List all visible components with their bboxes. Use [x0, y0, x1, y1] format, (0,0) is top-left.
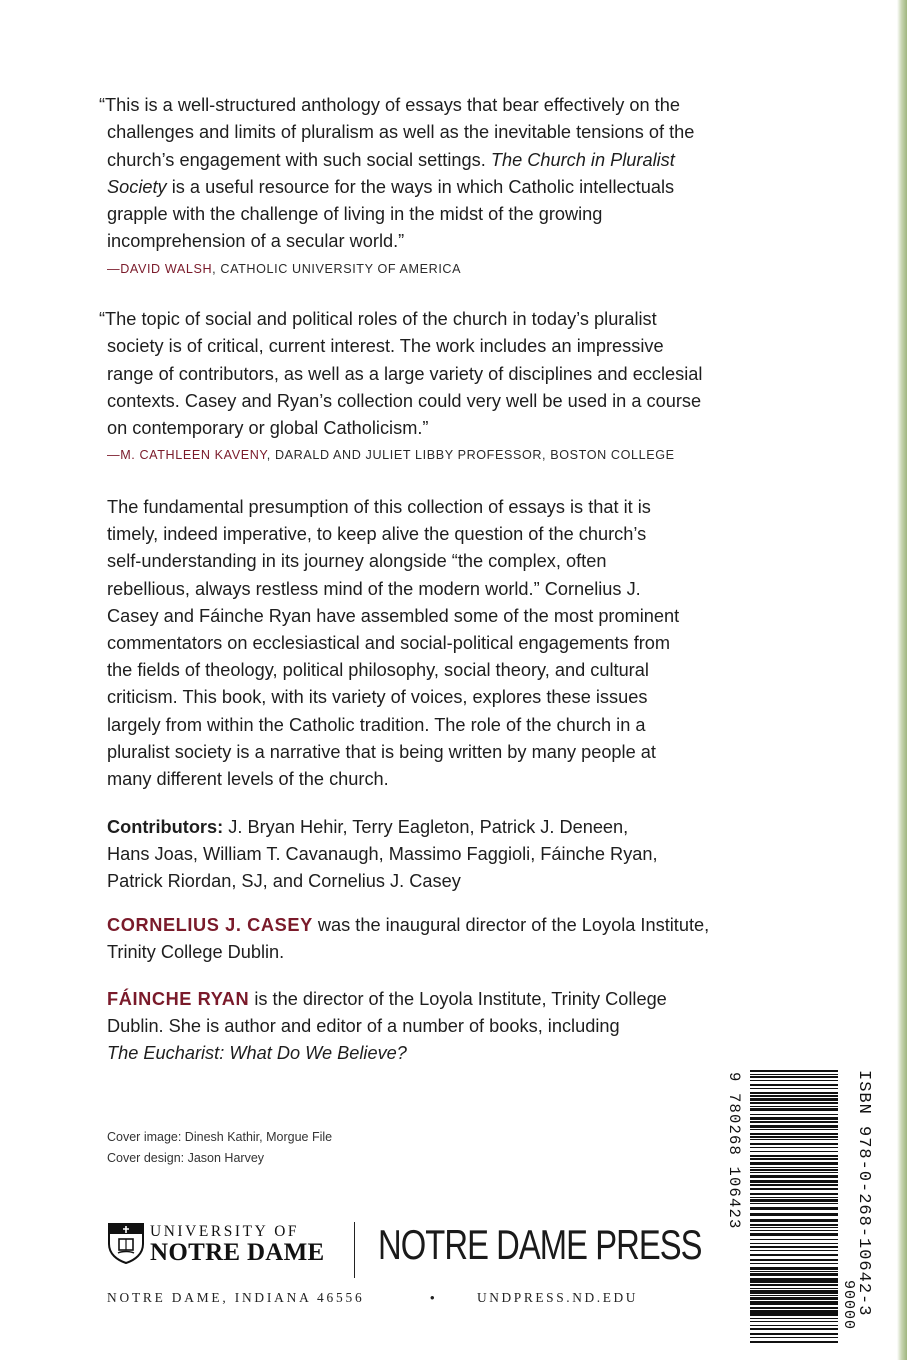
barcode-bar	[750, 1291, 838, 1292]
barcode-bar	[750, 1162, 838, 1165]
quote-line: challenges and limits of pluralism as well as the inevitable tensions of the	[107, 122, 695, 143]
barcode-bar	[750, 1147, 838, 1148]
barcode-bar	[750, 1246, 838, 1248]
description-line: rebellious, always restless mind of the modern world.” Cornelius J.	[107, 578, 641, 599]
contributors-line: Patrick Riordan, SJ, and Cornelius J. Casey	[107, 871, 461, 892]
press-wordmark: NOTRE DAME PRESS	[378, 1221, 702, 1268]
quote-line: “The topic of social and political roles of the church in today’s pluralist	[99, 309, 657, 329]
barcode-bar	[750, 1295, 838, 1296]
barcode-bar	[750, 1108, 838, 1111]
barcode-bar	[750, 1278, 838, 1279]
barcode-bar	[750, 1175, 838, 1178]
barcode-bar	[750, 1092, 838, 1094]
barcode-bar	[750, 1076, 838, 1078]
barcode-bar	[750, 1284, 838, 1285]
barcode-bar	[750, 1310, 838, 1311]
barcode-bar	[750, 1308, 838, 1309]
barcode-bar	[750, 1207, 838, 1210]
quote-attribution: —M. CATHLEEN KAVENY, DARALD AND JULIET LIBBY PROFESSOR, BOSTON COLLEGE	[107, 448, 675, 463]
barcode-bar	[750, 1299, 838, 1300]
ean-digits: 9 780268 106423	[725, 1072, 743, 1230]
barcode-bar	[750, 1233, 838, 1236]
barcode-bar	[750, 1199, 838, 1202]
description-line: the fields of theology, political philosophy, social theory, and cultural	[107, 660, 649, 681]
barcode-bar	[750, 1311, 838, 1312]
separator-bullet: •	[430, 1290, 435, 1305]
barcode-bar	[750, 1172, 838, 1173]
barcode-bar	[750, 1303, 838, 1305]
barcode-bar	[750, 1239, 838, 1240]
cover-credits	[107, 1127, 807, 1169]
quote-line: society is of critical, current interest. The work includes an impressive	[107, 336, 664, 357]
quote-line: “This is a well-structured anthology of essays that bear effectively on the	[99, 95, 680, 115]
barcode-bar	[750, 1219, 838, 1222]
barcode-bar	[750, 1285, 838, 1286]
barcode-bar	[750, 1213, 838, 1216]
quote-line: on contemporary or global Catholicism.”	[107, 418, 429, 439]
barcode-bar	[750, 1263, 838, 1264]
barcode-bar	[750, 1337, 838, 1338]
barcode-bar	[750, 1125, 838, 1128]
quote-line: range of contributors, as well as a large variety of disciplines and ecclesial	[107, 363, 703, 384]
barcode-bar	[750, 1288, 838, 1289]
barcode-bar	[750, 1193, 838, 1195]
barcode-bar	[750, 1301, 838, 1303]
barcode-bar	[750, 1315, 838, 1316]
barcode-bar	[750, 1203, 838, 1204]
barcode-bar	[750, 1169, 838, 1171]
barcode-bar	[750, 1143, 838, 1145]
barcode-bar	[750, 1325, 838, 1326]
quote-walsh	[99, 92, 807, 276]
quote-line: incomprehension of a secular world.”	[107, 231, 405, 252]
barcode-bar	[750, 1074, 838, 1075]
barcode-bar	[750, 1095, 838, 1097]
barcode-bar	[750, 1267, 838, 1270]
barcode-bar	[750, 1129, 838, 1130]
isbn-barcode	[725, 1066, 873, 1350]
barcode-bar	[750, 1158, 838, 1160]
quote-line: contexts. Casey and Ryan’s collection could very well be used in a course	[107, 390, 702, 411]
publisher-url: UNDPRESS.ND.EDU	[477, 1290, 639, 1305]
description-line: many different levels of the church.	[107, 769, 389, 790]
logo-divider	[354, 1222, 355, 1278]
bio-line: The Eucharist: What Do We Believe?	[107, 1043, 407, 1064]
quote-line: grapple with the challenge of living in the midst of the growing	[107, 204, 603, 225]
barcode-bar	[750, 1088, 838, 1089]
contributors: Contributors: J. Bryan Hehir, Terry Eagleton, Patrick J. Deneen, Hans Joas, William T. Cavanaugh, Massimo Faggioli, Fáinche Ryan, Patrick Riordan, SJ, and Cornelius J. Casey	[107, 814, 807, 896]
barcode-bar	[750, 1117, 838, 1120]
barcode-bars	[750, 1070, 838, 1343]
barcode-bar	[750, 1230, 838, 1231]
barcode-bar	[750, 1312, 838, 1315]
publisher-address: NOTRE DAME, INDIANA 46556	[107, 1290, 365, 1305]
bio-name: CORNELIUS J. CASEY	[107, 915, 313, 935]
barcode-bar	[750, 1084, 838, 1086]
addon-digits: 90000	[840, 1280, 857, 1331]
description-line: timely, indeed imperative, to keep alive the question of the church’s	[107, 524, 647, 545]
barcode-bar	[750, 1333, 838, 1335]
description-line: commentators on ecclesiastical and social-political engagements from	[107, 633, 671, 654]
description-line: criticism. This book, with its variety of voices, explores these issues	[107, 687, 648, 708]
quote-kaveny	[99, 306, 807, 463]
cover-design-credit: Cover design: Jason Harvey	[107, 1151, 265, 1165]
description-line: self-understanding in its journey alongside “the complex, often	[107, 551, 607, 572]
barcode-bar	[750, 1080, 838, 1081]
barcode-bar	[750, 1321, 838, 1322]
description-line: Casey and Fáinche Ryan have assembled some of the most prominent	[107, 605, 680, 626]
description-line: largely from within the Catholic tradition. The role of the church in a	[107, 714, 646, 735]
description-line: pluralist society is a narrative that is being written by many people at	[107, 741, 656, 762]
barcode-bar	[750, 1180, 838, 1183]
quote-line: church’s engagement with such social settings. The Church in Pluralist	[107, 149, 675, 170]
description-line: The fundamental presumption of this collection of essays is that it is	[107, 497, 651, 517]
bio-name: FÁINCHE RYAN	[107, 989, 250, 1009]
barcode-bar	[750, 1328, 838, 1330]
barcode-bar	[750, 1273, 838, 1276]
barcode-bar	[750, 1227, 838, 1228]
barcode-bar	[750, 1259, 838, 1261]
bio-line: Dublin. She is author and editor of a number of books, including	[107, 1016, 620, 1037]
contributors-line: Hans Joas, William T. Cavanaugh, Massimo Faggioli, Fáinche Ryan,	[107, 844, 658, 865]
barcode-bar	[750, 1271, 838, 1272]
book-description	[107, 494, 807, 793]
cover-image-credit: Cover image: Dinesh Kathir, Morgue File	[107, 1130, 333, 1144]
barcode-bar	[750, 1155, 838, 1157]
barcode-bar	[750, 1070, 838, 1072]
barcode-bar	[750, 1292, 838, 1294]
barcode-bar	[750, 1151, 838, 1152]
barcode-bar	[750, 1106, 838, 1107]
barcode-bar	[750, 1188, 838, 1190]
barcode-bar	[750, 1290, 838, 1291]
barcode-graphic	[725, 1066, 873, 1350]
barcode-bar	[750, 1341, 838, 1343]
barcode-bar	[750, 1139, 838, 1140]
quote-attribution: —DAVID WALSH, CATHOLIC UNIVERSITY OF AMERICA	[107, 261, 462, 276]
barcode-bar	[750, 1307, 838, 1308]
barcode-bar	[750, 1102, 838, 1104]
barcode-bar	[750, 1197, 838, 1198]
university-wordmark: UNIVERSITY OF NOTRE DAME	[150, 1223, 325, 1266]
barcode-bar	[750, 1250, 838, 1251]
barcode-bar	[750, 1281, 838, 1283]
barcode-bar	[750, 1136, 838, 1138]
barcode-bar	[750, 1318, 838, 1319]
barcode-bar	[750, 1098, 838, 1101]
page-edge-tint	[897, 0, 907, 1360]
barcode-bar	[750, 1167, 838, 1168]
barcode-bar	[750, 1224, 838, 1226]
barcode-bar	[750, 1184, 838, 1186]
barcode-bar	[750, 1133, 838, 1135]
quote-line: Society is a useful resource for the ways in which Catholic intellectuals	[107, 176, 675, 197]
barcode-bar	[750, 1254, 838, 1256]
bio-line: Trinity College Dublin.	[107, 942, 285, 963]
barcode-bar	[750, 1114, 838, 1115]
bio-casey: CORNELIUS J. CASEY was the inaugural director of the Loyola Institute, Trinity College Dublin.	[107, 912, 807, 966]
notre-dame-shield-icon	[107, 1222, 145, 1264]
barcode-bar	[750, 1121, 838, 1123]
barcode-bar	[750, 1243, 838, 1244]
barcode-bar	[750, 1279, 838, 1281]
contributors-label: Contributors:	[107, 817, 224, 837]
bio-ryan: FÁINCHE RYAN is the director of the Loyola Institute, Trinity College Dublin. She is author and editor of a number of books, including The Eucharist: What Do We Believe?	[107, 986, 807, 1068]
isbn-label: ISBN 978-0-268-10642-3	[854, 1070, 873, 1317]
